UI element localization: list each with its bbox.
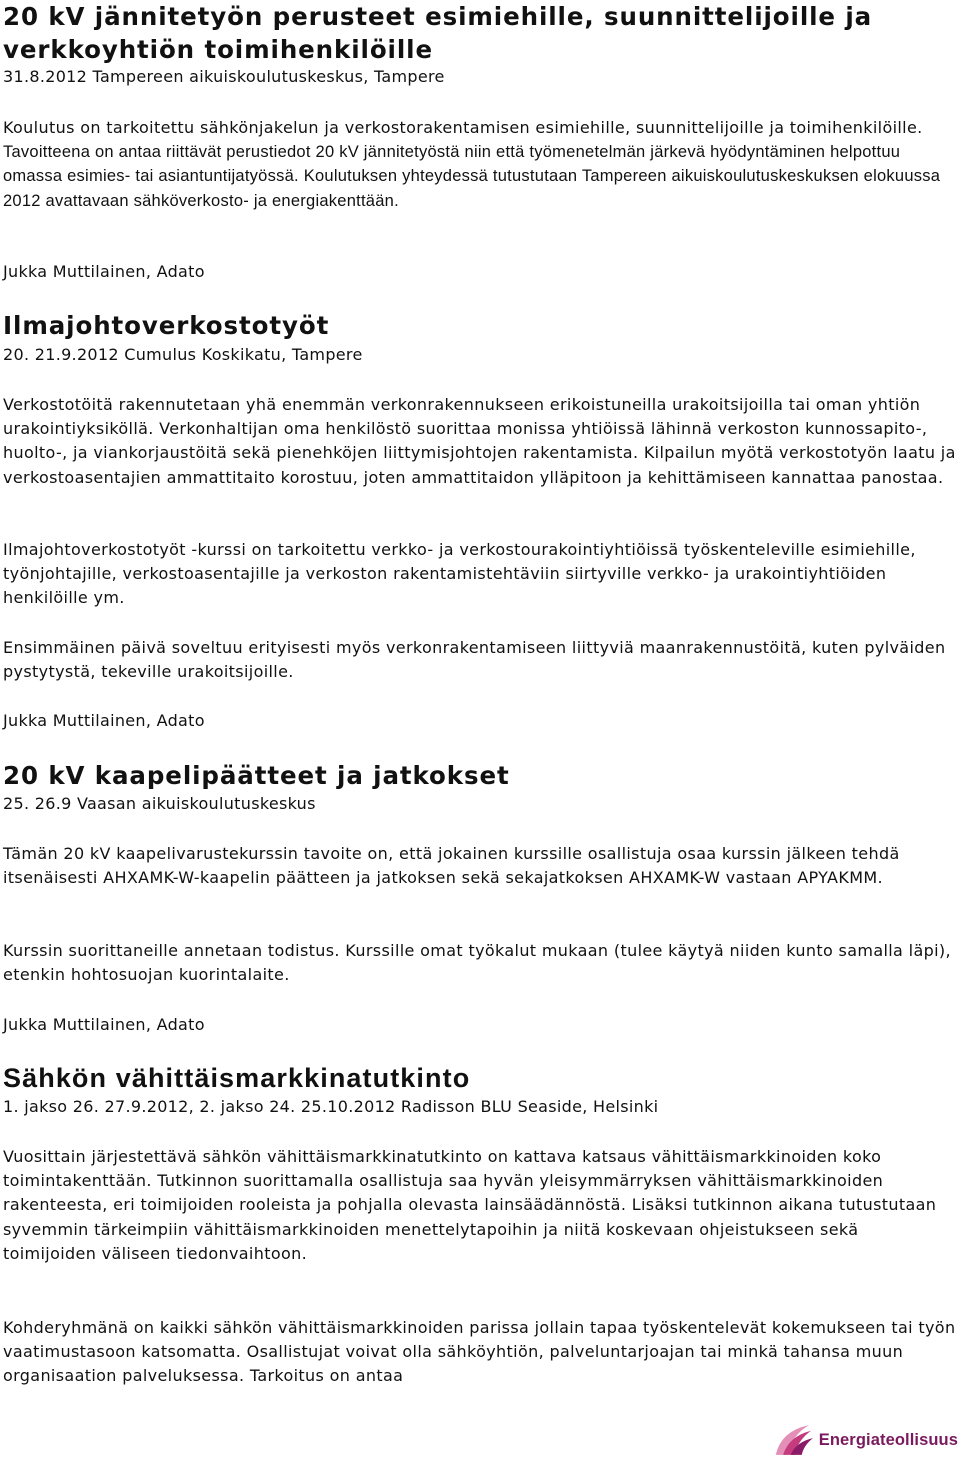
course-2-author: Jukka Muttilainen, Adato xyxy=(3,711,205,730)
course-2-paragraph-2: Ilmajohtoverkostotyöt -kurssi on tarkoitettu verkko- ja verkostourakointiyhtiöissä työskenteleville esimiehille, työnjohtajille, verkostoasentajille ja verkoston rakentamistehtäviin siirtyville verkko- ja urakointiyhtiöiden henkilöille ym. xyxy=(3,540,916,608)
course-3-date-place: 25. 26.9 Vaasan aikuiskoulutuskeskus xyxy=(3,794,316,813)
course-2-date-place: 20. 21.9.2012 Cumulus Koskikatu, Tampere xyxy=(3,345,363,364)
course-1-author: Jukka Muttilainen, Adato xyxy=(3,262,205,281)
course-2-title: Ilmajohtoverkostotyöt xyxy=(3,311,330,340)
energiateollisuus-logo-mark-icon xyxy=(772,1420,815,1460)
course-4-paragraph-1: Vuosittain järjestettävä sähkön vähittäismarkkinatutkinto on kattava katsaus vähittäismarkkinoiden koko toimintakenttään. Tutkinnon suorittamalla osallistuja saa hyvän yleisymmärryksen vähittäismarkkinoiden rakenteesta, eri toimijoiden rooleista ja pohjalla olevasta lainsäädännöstä. Lisäksi tutkinnon aikana tutustutaan syvemmin tärkeimpiin vähittäismarkkinoiden menettelytapoihin ja niitä koskevaan ohjeistukseen sekä toimijoiden väliseen tiedonvaihtoon. xyxy=(3,1147,937,1263)
course-2-paragraph-1: Verkostotöitä rakennutetaan yhä enemmän verkonrakennukseen erikoistuneilla urakoitsijoilla tai oman yhtiön urakointiyksiköllä. Verkonhaltijan oma henkilöstö suorittaa monissa yhtiöissä lähinnä verkoston kunnossapito-, huolto-, ja viankorjaustöitä sekä pienehköjen liittymisjohtojen rakentamista. Kilpailun myötä verkostotyön laatu ja verkostoasentajien ammattitaito korostuu, joten ammattitaidon ylläpitoon ja kehittämiseen kannattaa panostaa. xyxy=(3,395,956,487)
course-1-paragraph-1b: Tavoitteena on antaa riittävät perustiedot 20 kV jännitetyöstä niin että työmenetelmän järkevä hyödyntäminen helpottuu omassa esimies- tai asiantuntijatyössä. Koulutuksen yhteydessä tutustutaan Tampereen aikuiskoulutuskeskuksen elokuussa 2012 avattavaan sähköverkosto- ja energiakenttään. xyxy=(3,143,941,210)
course-1-date-place: 31.8.2012 Tampereen aikuiskoulutuskeskus, Tampere xyxy=(3,67,445,86)
course-1-title: 20 kV jännitetyön perusteet esimiehille, suunnittelijoille ja verkkoyhtiön toimihenkilöille xyxy=(3,2,873,64)
course-3-title: 20 kV kaapelipäätteet ja jatkokset xyxy=(3,761,510,790)
course-3-author: Jukka Muttilainen, Adato xyxy=(3,1015,205,1034)
course-4-paragraph-2: Kohderyhmänä on kaikki sähkön vähittäismarkkinoiden parissa jollain tapaa työskentelevät kokemukseen tai työn vaatimustasoon katsomatta. Osallistujat voivat olla sähköyhtiön, palveluntarjoajan tai minkä tahansa muun organisaation palveluksessa. Tarkoitus on antaa xyxy=(3,1318,956,1386)
course-1-paragraph-1 xyxy=(3,116,957,213)
course-1-paragraph-1a: Koulutus on tarkoitettu sähkönjakelun ja verkostorakentamisen esimiehille, suunnittelijoille ja toimihenkilöille. xyxy=(3,118,923,137)
course-4-date-place: 1. jakso 26. 27.9.2012, 2. jakso 24. 25.10.2012 Radisson BLU Seaside, Helsinki xyxy=(3,1097,659,1116)
course-3-paragraph-2: Kurssin suorittaneille annetaan todistus. Kurssille omat työkalut mukaan (tulee käytyä niiden kunto samalla läpi), etenkin hohtosuojan kuorintalaite. xyxy=(3,941,951,985)
logo-wordmark: Energiateollisuus xyxy=(818,1430,958,1449)
course-2-paragraph-3: Ensimmäinen päivä soveltuu erityisesti myös verkonrakentamiseen liittyviä maanrakennustöitä, kuten pylväiden pystytystä, tekeville urakoitsijoille. xyxy=(3,638,946,682)
course-3-paragraph-1: Tämän 20 kV kaapelivarustekurssin tavoite on, että jokainen kurssille osallistuja osaa kurssin jälkeen tehdä itsenäisesti AHXAMK-W-kaapelin päätteen ja jatkoksen sekä sekajatkoksen AHXAMK-W vastaan APYAKMM. xyxy=(3,844,900,888)
energiateollisuus-logo xyxy=(772,1418,958,1462)
course-4-title: Sähkön vähittäismarkkinatutkinto xyxy=(3,1063,471,1093)
